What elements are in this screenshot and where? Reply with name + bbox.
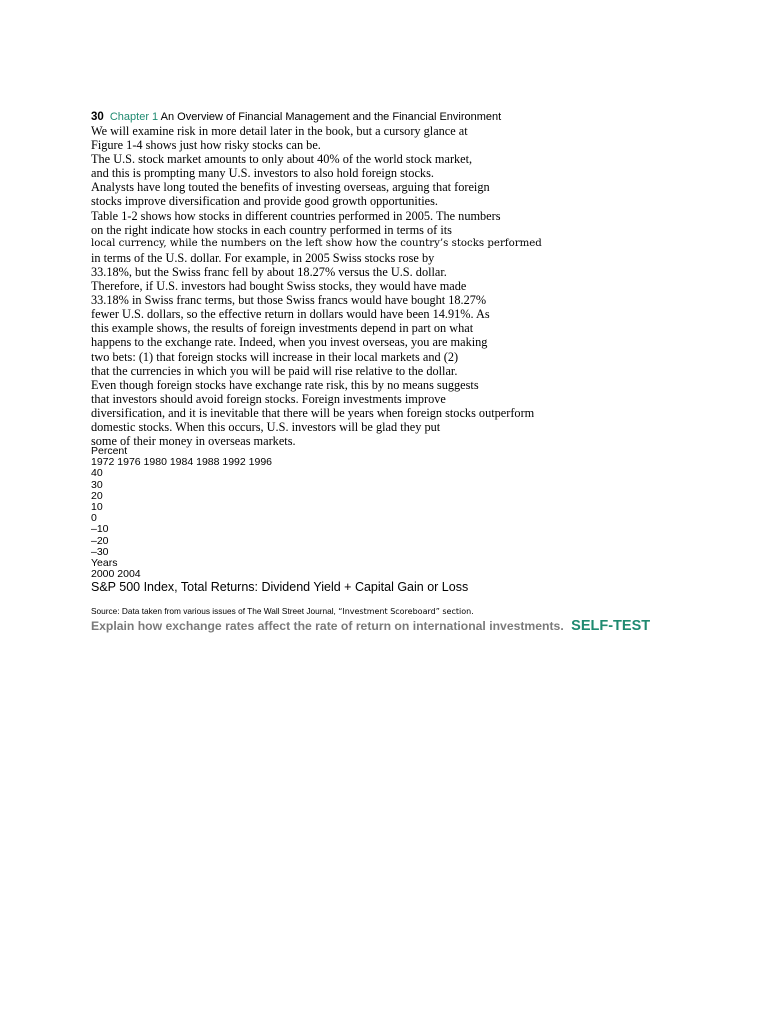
self-test-label: SELF-TEST — [571, 618, 651, 634]
body-line: fewer U.S. dollars, so the effective return in dollars would have been 14.91%. As — [91, 307, 490, 322]
figure-y-tick: –30 — [91, 545, 109, 558]
body-line: The U.S. stock market amounts to only about 40% of the world stock market, — [91, 152, 473, 167]
source-note — [91, 606, 474, 616]
body-line: 33.18% in Swiss franc terms, but those Swiss francs would have bought 18.27% — [91, 293, 487, 308]
figure-extracted-labels — [91, 446, 272, 580]
body-line: stocks improve diversification and provide good growth opportunities. — [91, 194, 438, 209]
chapter-title: An Overview of Financial Management and the Financial Environment — [160, 111, 502, 123]
running-header — [91, 111, 501, 123]
figure-y-tick: –10 — [91, 523, 109, 536]
body-line: Therefore, if U.S. investors had bought Swiss stocks, they would have made — [91, 279, 467, 294]
body-line: and this is prompting many U.S. investors to also hold foreign stocks. — [91, 166, 434, 181]
self-test-question: Explain how exchange rates affect the rate of return on international investments. — [91, 619, 564, 633]
body-line: We will examine risk in more detail later in the book, but a cursory glance at — [91, 124, 468, 138]
source-prefix: Source: Data taken from various issues of The Wall Street Journal, — [91, 606, 339, 616]
figure-y-tick: 0 — [91, 512, 97, 525]
body-line: domestic stocks. When this occurs, U.S. investors will be glad they put — [91, 419, 441, 434]
source-scoreboard: “Investment Scoreboard” section. — [338, 607, 474, 616]
figure-x-ticks: 2000 2004 — [91, 568, 141, 581]
body-line: two bets: (1) that foreign stocks will increase in their local markets and (2) — [91, 349, 459, 364]
figure-y-tick: –20 — [91, 534, 109, 547]
body-line: 33.18%, but the Swiss franc fell by about 18.27% versus the U.S. dollar. — [91, 264, 447, 279]
figure-x-axis-title: Years — [91, 557, 118, 570]
figure-y-tick: 30 — [91, 478, 103, 491]
chapter-label: Chapter 1 — [109, 111, 159, 123]
figure-axis-title: Percent — [91, 445, 128, 457]
figure-caption: S&P 500 Index, Total Returns: Dividend Yield + Capital Gain or Loss — [91, 580, 469, 594]
body-line: happens to the exchange rate. Indeed, when you invest overseas, you are making — [91, 335, 488, 350]
body-line: Even though foreign stocks have exchange rate risk, this by no means suggests — [91, 377, 479, 392]
figure-y-tick: 40 — [91, 467, 103, 480]
body-line: that the currencies in which you will be paid will rise relative to the dollar. — [91, 363, 458, 378]
body-line: Analysts have long touted the benefits of investing overseas, arguing that foreign — [91, 180, 490, 195]
body-line: diversification, and it is inevitable that there will be years when foreign stocks outperform — [91, 405, 535, 420]
body-line: this example shows, the results of foreign investments depend in part on what — [91, 321, 474, 336]
body-line: Figure 1-4 shows just how risky stocks can be. — [91, 138, 321, 153]
body-line: Table 1-2 shows how stocks in different countries performed in 2005. The numbers — [91, 208, 501, 223]
body-line: local currency, while the numbers on the left show how the country’s stocks performed — [91, 237, 542, 249]
body-line: that investors should avoid foreign stocks. Foreign investments improve — [91, 391, 446, 406]
page-number: 30 — [91, 111, 104, 123]
body-line: in terms of the U.S. dollar. For example, in 2005 Swiss stocks rose by — [91, 250, 435, 265]
figure-y-tick: 20 — [91, 489, 103, 502]
body-line: some of their money in overseas markets. — [91, 434, 296, 449]
figure-y-tick: 10 — [91, 501, 103, 514]
body-text — [91, 124, 651, 448]
body-line: on the right indicate how stocks in each country performed in terms of its — [91, 222, 452, 237]
self-test-block — [91, 617, 650, 635]
figure-x-ticks: 1972 1976 1980 1984 1988 1992 1996 — [91, 456, 273, 469]
